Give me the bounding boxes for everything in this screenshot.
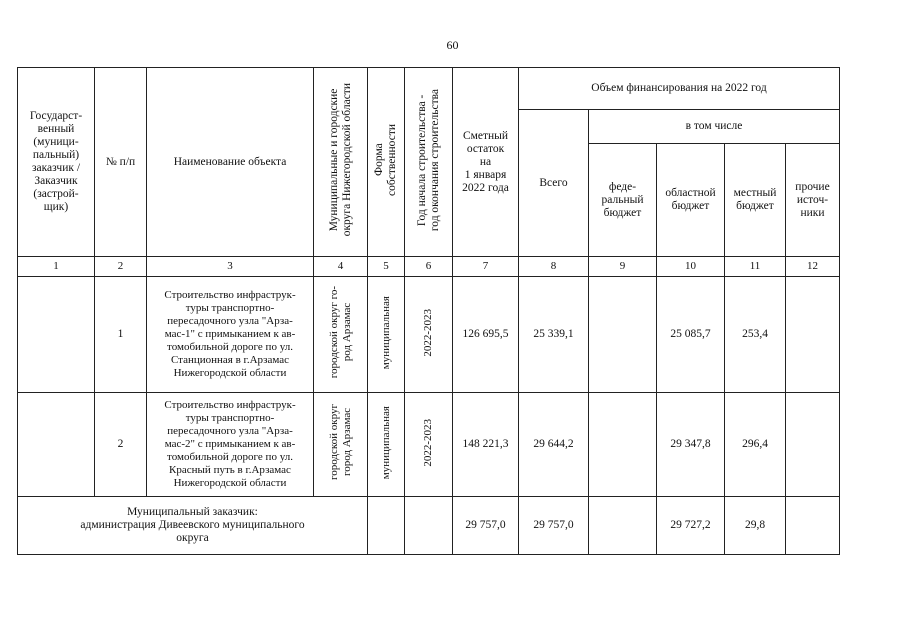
header-name: Наименование объекта xyxy=(147,68,314,257)
summary-years xyxy=(405,497,453,555)
summary-regional: 29 727,2 xyxy=(657,497,725,555)
header-regional: областной бюджет xyxy=(657,144,725,257)
row-total: 25 339,1 xyxy=(519,277,589,393)
header-years: Год начала строительства - год окончания строительства xyxy=(405,68,453,257)
summary-local: 29,8 xyxy=(725,497,786,555)
summary-federal xyxy=(589,497,657,555)
row-estimate: 126 695,5 xyxy=(453,277,519,393)
column-number: 11 xyxy=(725,257,786,277)
row-ownership: муниципальная xyxy=(368,277,405,393)
financing-table xyxy=(17,67,840,555)
row-customer xyxy=(18,277,95,393)
header-local: местный бюджет xyxy=(725,144,786,257)
column-number: 7 xyxy=(453,257,519,277)
row-ownership: муниципальная xyxy=(368,393,405,497)
column-number: 9 xyxy=(589,257,657,277)
row-regional: 25 085,7 xyxy=(657,277,725,393)
column-number: 12 xyxy=(786,257,840,277)
row-customer xyxy=(18,393,95,497)
header-other: прочие источ- ники xyxy=(786,144,840,257)
header-municipality: Муниципальные и городские округа Нижегородской области xyxy=(314,68,368,257)
header-customer: Государст- венный (муници- пальный) заказчик / Заказчик (застрой- щик) xyxy=(18,68,95,257)
row-num: 1 xyxy=(95,277,147,393)
summary-estimate: 29 757,0 xyxy=(453,497,519,555)
row-local: 253,4 xyxy=(725,277,786,393)
column-number: 10 xyxy=(657,257,725,277)
header-num: № п/п xyxy=(95,68,147,257)
summary-row xyxy=(18,497,840,555)
row-local: 296,4 xyxy=(725,393,786,497)
row-other xyxy=(786,393,840,497)
header-estimate: Сметный остаток на 1 января 2022 года xyxy=(453,68,519,257)
table-row xyxy=(18,393,840,497)
column-number: 4 xyxy=(314,257,368,277)
row-federal xyxy=(589,393,657,497)
column-number: 8 xyxy=(519,257,589,277)
summary-ownership xyxy=(368,497,405,555)
header-including: в том числе xyxy=(589,110,840,144)
row-federal xyxy=(589,277,657,393)
header-ownership: Форма собственности xyxy=(368,68,405,257)
row-num: 2 xyxy=(95,393,147,497)
row-name: Строительство инфраструк- туры транспортно- пересадочного узла "Арза- мас-1" с примыканием к ав- томобильной дороге по ул. Станционная в г.Арзамас Нижегородской области xyxy=(147,277,314,393)
row-municipality: городской округ город Арзамас xyxy=(314,393,368,497)
row-municipality: городской округ го- род Арзамас xyxy=(314,277,368,393)
row-years: 2022-2023 xyxy=(405,277,453,393)
page-number: 60 xyxy=(446,38,459,52)
header-financing: Объем финансирования на 2022 год xyxy=(519,68,840,110)
row-estimate: 148 221,3 xyxy=(453,393,519,497)
column-number: 6 xyxy=(405,257,453,277)
column-number: 3 xyxy=(147,257,314,277)
column-number: 2 xyxy=(95,257,147,277)
row-name: Строительство инфраструк- туры транспортно- пересадочного узла "Арза- мас-2" с примыканием к ав- томобильной дороге по ул. Красный путь в г.Арзамас Нижегородской области xyxy=(147,393,314,497)
summary-total: 29 757,0 xyxy=(519,497,589,555)
table-row xyxy=(18,277,840,393)
header-total: Всего xyxy=(519,110,589,257)
header-federal: феде- ральный бюджет xyxy=(589,144,657,257)
column-number: 1 xyxy=(18,257,95,277)
column-number: 5 xyxy=(368,257,405,277)
row-other xyxy=(786,277,840,393)
row-years: 2022-2023 xyxy=(405,393,453,497)
column-numbers-row xyxy=(18,257,840,277)
summary-other xyxy=(786,497,840,555)
row-regional: 29 347,8 xyxy=(657,393,725,497)
row-total: 29 644,2 xyxy=(519,393,589,497)
summary-label: Муниципальный заказчик: администрация Дивеевского муниципального округа xyxy=(18,497,368,555)
